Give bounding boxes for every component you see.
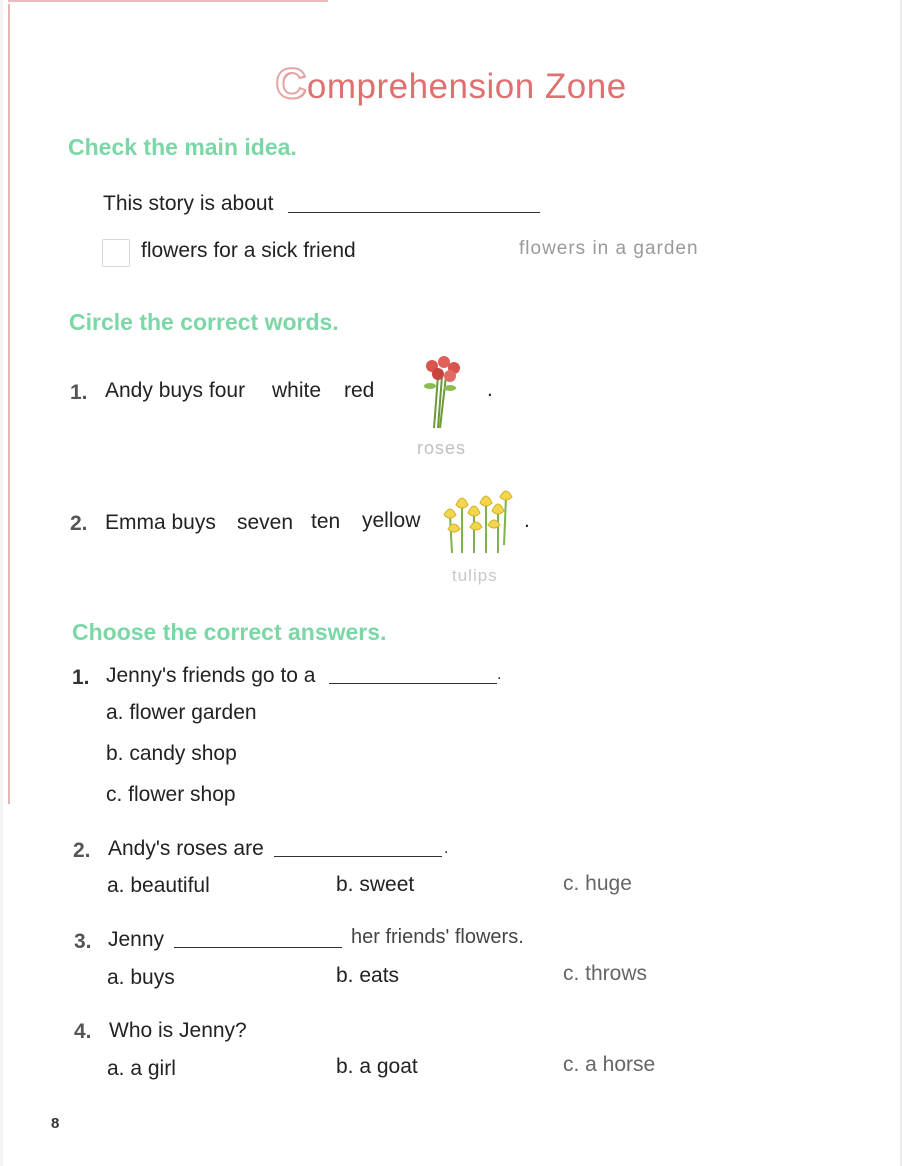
q1-period: . xyxy=(497,666,502,683)
title-initial: C xyxy=(275,60,307,108)
page-edge-left xyxy=(8,4,10,804)
circle-item-2-period: . xyxy=(524,509,530,532)
main-idea-option-2: flowers in a garden xyxy=(519,238,699,259)
q1-number: 1. xyxy=(72,666,90,689)
q1-text: Jenny's friends go to a xyxy=(106,664,316,687)
main-idea-prompt: This story is about xyxy=(103,192,274,215)
q4-option-b[interactable]: b. a goat xyxy=(336,1055,418,1078)
q2-text: Andy's roses are xyxy=(108,837,264,860)
roses-label: roses xyxy=(417,438,467,458)
circle-item-2-number: 2. xyxy=(70,512,88,535)
q4-option-a[interactable]: a. a girl xyxy=(107,1057,176,1080)
page-number: 8 xyxy=(51,1115,60,1132)
page-title xyxy=(0,60,902,109)
main-idea-blank[interactable] xyxy=(288,212,540,213)
page-edge-top xyxy=(8,0,328,2)
page-edge-shadow xyxy=(0,0,3,1166)
option-1-checkbox[interactable] xyxy=(102,239,130,267)
q3-blank[interactable] xyxy=(174,947,342,948)
tulips-label: tulips xyxy=(452,566,498,585)
q2-blank[interactable] xyxy=(274,856,442,857)
q3-text-after: her friends' flowers. xyxy=(351,926,524,948)
q2-option-b[interactable]: b. sweet xyxy=(336,873,415,896)
circle-item-1-choice-white[interactable]: white xyxy=(272,379,322,402)
q3-option-c[interactable]: c. throws xyxy=(563,962,648,985)
title-rest: omprehension Zone xyxy=(306,67,627,106)
q2-option-c[interactable]: c. huge xyxy=(563,872,632,895)
main-idea-option-1: flowers for a sick friend xyxy=(141,239,356,262)
circle-item-1-text: Andy buys four xyxy=(105,379,246,402)
q1-option-b[interactable]: b. candy shop xyxy=(106,742,237,765)
q3-text: Jenny xyxy=(108,928,165,951)
q1-option-a[interactable]: a. flower garden xyxy=(106,701,257,724)
q1-option-c[interactable]: c. flower shop xyxy=(106,783,236,806)
main-idea-heading: Check the main idea. xyxy=(68,134,297,160)
circle-item-2-choice-yellow[interactable]: yellow xyxy=(362,509,421,532)
rose-bouquet-icon xyxy=(416,352,464,432)
q3-option-b[interactable]: b. eats xyxy=(336,964,400,987)
choose-answers-heading: Choose the correct answers. xyxy=(72,619,387,645)
q2-period: . xyxy=(444,840,449,857)
circle-item-1-choice-red[interactable]: red xyxy=(344,379,375,402)
circle-item-2-choice-ten[interactable]: ten xyxy=(311,510,341,533)
q4-option-c[interactable]: c. a horse xyxy=(563,1053,656,1076)
circle-item-1-number: 1. xyxy=(70,381,88,404)
tulips-icon xyxy=(440,485,520,557)
q3-number: 3. xyxy=(74,930,92,953)
circle-item-2-text: Emma buys xyxy=(105,511,216,534)
q2-number: 2. xyxy=(73,839,91,862)
circle-words-heading: Circle the correct words. xyxy=(69,309,339,335)
q2-option-a[interactable]: a. beautiful xyxy=(107,874,210,897)
circle-item-1-period: . xyxy=(487,378,493,401)
circle-item-2-choice-seven[interactable]: seven xyxy=(237,511,294,534)
q3-option-a[interactable]: a. buys xyxy=(107,966,175,989)
q4-text: Who is Jenny? xyxy=(109,1019,247,1042)
q1-blank[interactable] xyxy=(329,683,497,684)
q4-number: 4. xyxy=(74,1020,92,1043)
